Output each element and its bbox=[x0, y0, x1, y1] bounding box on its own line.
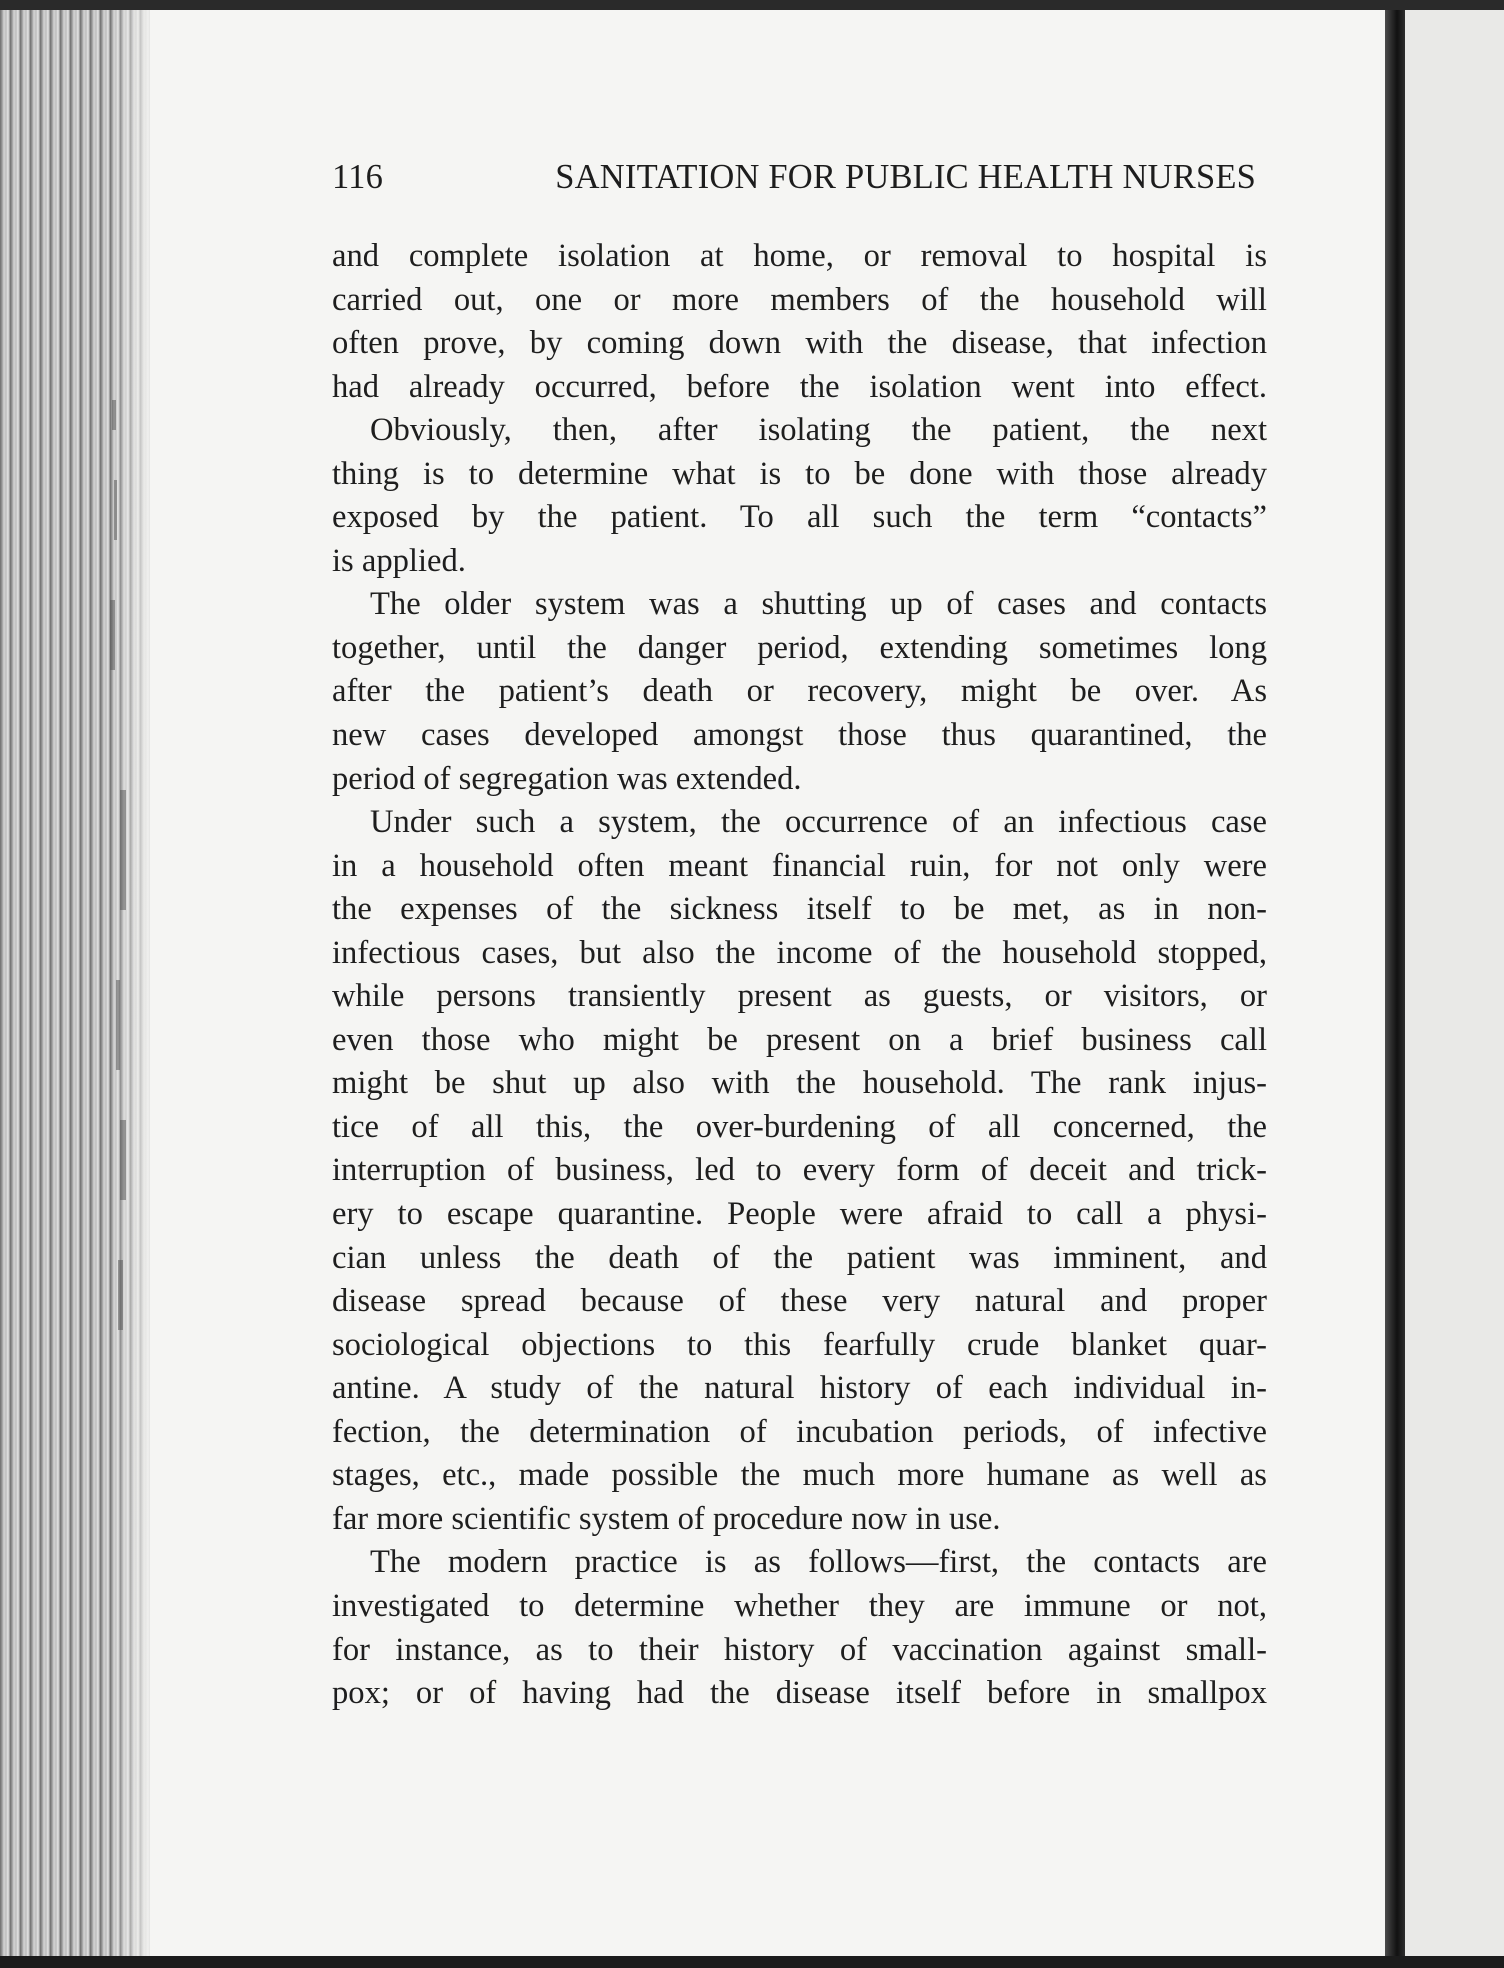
text-line: tice of all this, the over-burdening of all concerned, the bbox=[332, 1108, 1267, 1145]
scan-bottom-border bbox=[0, 1956, 1504, 1968]
body-text bbox=[332, 235, 1267, 1716]
text-line: stages, etc., made possible the much more humane as well as bbox=[332, 1457, 1267, 1494]
page-number: 116 bbox=[332, 158, 384, 196]
facing-page-edge bbox=[1405, 10, 1504, 1956]
text-line: cian unless the death of the patient was imminent, and bbox=[332, 1239, 1267, 1276]
text-line: infectious cases, but also the income of the household stopped, bbox=[332, 934, 1267, 971]
text-line: and complete isolation at home, or removal to hospital is bbox=[332, 238, 1267, 274]
text-line: fection, the determination of incubation periods, of infective bbox=[332, 1413, 1267, 1450]
text-line: The modern practice is as follows—first, the contacts are bbox=[370, 1544, 1267, 1581]
text-line: even those who might be present on a brief business call bbox=[332, 1021, 1267, 1058]
page-header bbox=[332, 158, 1256, 206]
paragraph-3 bbox=[332, 583, 1267, 801]
text-line: while persons transiently present as guests, or visitors, or bbox=[332, 978, 1267, 1015]
running-head: SANITATION FOR PUBLIC HEALTH NURSES bbox=[555, 158, 1256, 196]
text-line: together, until the danger period, extending sometimes long bbox=[332, 629, 1267, 666]
paragraph-2 bbox=[332, 409, 1267, 583]
text-line: is applied. bbox=[332, 542, 466, 579]
text-line: for instance, as to their history of vaccination against small- bbox=[332, 1631, 1267, 1668]
text-line: sociological objections to this fearfully crude blanket quar- bbox=[332, 1326, 1267, 1363]
text-line: the expenses of the sickness itself to be met, as in non- bbox=[332, 891, 1267, 928]
text-line: exposed by the patient. To all such the term “contacts” bbox=[332, 499, 1267, 536]
text-line: ery to escape quarantine. People were afraid to call a physi- bbox=[332, 1196, 1267, 1233]
text-line: period of segregation was extended. bbox=[332, 760, 802, 797]
text-line: might be shut up also with the household. The rank injus- bbox=[332, 1065, 1267, 1102]
text-line: in a household often meant financial ruin, for not only were bbox=[332, 847, 1267, 884]
text-line: thing is to determine what is to be done with those already bbox=[332, 455, 1267, 492]
text-line: often prove, by coming down with the disease, that infection bbox=[332, 325, 1267, 362]
scan-top-border bbox=[0, 0, 1504, 10]
paragraph-4 bbox=[332, 801, 1267, 1541]
book-gutter bbox=[1385, 10, 1405, 1956]
paragraph-5 bbox=[332, 1541, 1267, 1715]
text-line: Obviously, then, after isolating the patient, the next bbox=[370, 412, 1267, 449]
text-line: The older system was a shutting up of cases and contacts bbox=[370, 586, 1267, 623]
text-line: carried out, one or more members of the household will bbox=[332, 281, 1267, 318]
text-line: after the patient’s death or recovery, might be over. As bbox=[332, 673, 1267, 710]
text-line: antine. A study of the natural history of each individual in- bbox=[332, 1370, 1267, 1407]
text-line: new cases developed amongst those thus quarantined, the bbox=[332, 717, 1267, 754]
text-line: had already occurred, before the isolation went into effect. bbox=[332, 368, 1267, 405]
text-line: investigated to determine whether they are immune or not, bbox=[332, 1587, 1267, 1624]
text-line: pox; or of having had the disease itself before in smallpox bbox=[332, 1675, 1267, 1712]
paragraph-1 bbox=[332, 235, 1267, 409]
text-line: Under such a system, the occurrence of an infectious case bbox=[370, 804, 1267, 841]
text-line: far more scientific system of procedure now in use. bbox=[332, 1500, 1001, 1537]
text-line: interruption of business, led to every form of deceit and trick- bbox=[332, 1152, 1267, 1189]
text-line: disease spread because of these very natural and proper bbox=[332, 1283, 1267, 1320]
bleed-through-marks bbox=[100, 360, 160, 1360]
